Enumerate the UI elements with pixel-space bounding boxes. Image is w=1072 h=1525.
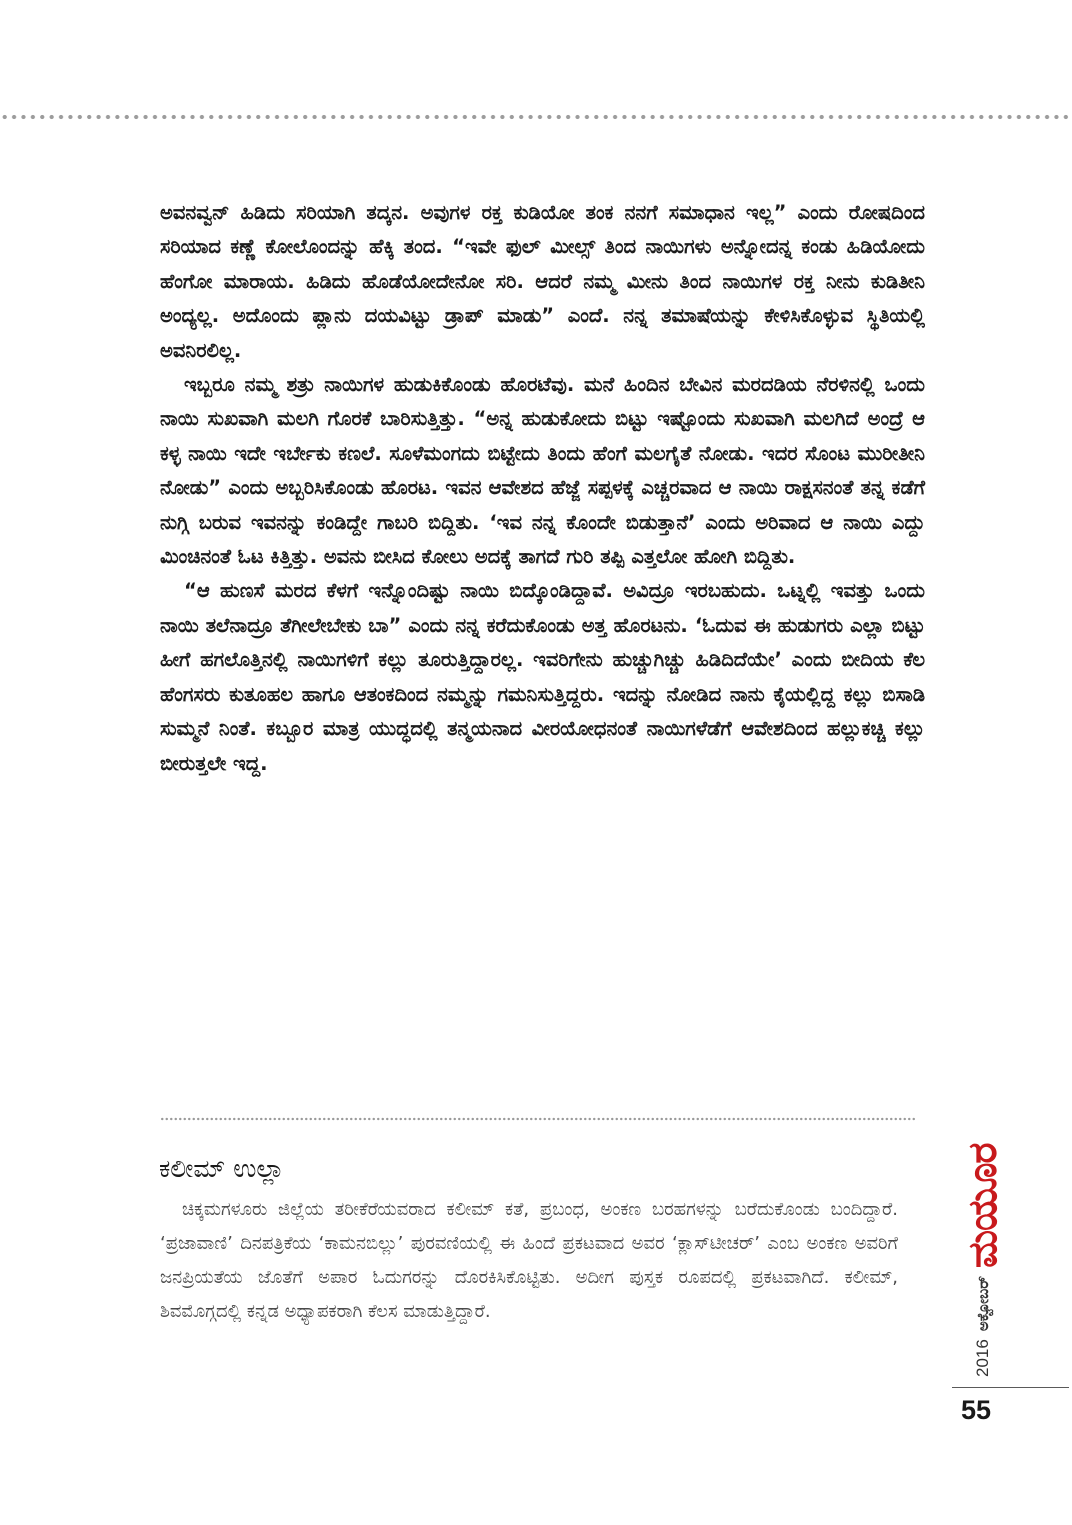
story-paragraph: ಇಬ್ಬರೂ ನಮ್ಮ ಶತ್ರು ನಾಯಿಗಳ ಹುಡುಕಿಕೊಂಡು ಹೊರಟೆವು. ಮನೆ ಹಿಂದಿನ ಬೇವಿನ ಮರದಡಿಯ ನೆರಳಿನಲ್ಲಿ ಒಂದು ನಾಯಿ ಸುಖವಾಗಿ ಮಲಗಿ ಗೊರಕೆ ಬಾರಿಸುತ್ತಿತ್ತು. “ಅನ್ನ ಹುಡುಕೋದು ಬಿಟ್ಟು ಇಷ್ಟೊಂದು ಸುಖವಾಗಿ ಮಲಗಿದೆ ಅಂದ್ರೆ ಆ ಕಳ್ಳ ನಾಯಿ ಇದೇ ಇರ್ಬೇಕು ಕಣಲೆ. ಸೂಳೆಮಂಗದು ಬಿಟ್ಟೇದು ತಿಂದು ಹೆಂಗೆ ಮಲಗೈತೆ ನೋಡು. ಇದರ ಸೊಂಟ ಮುರೀತೀನಿ ನೋಡು” ಎಂದು ಅಬ್ಬರಿಸಿಕೊಂಡು ಹೊರಟ. ಇವನ ಆವೇಶದ ಹೆಜ್ಜೆ ಸಪ್ಪಳಕ್ಕೆ ಎಚ್ಚರವಾದ ಆ ನಾಯಿ ರಾಕ್ಷಸನಂತೆ ತನ್ನ ಕಡೆಗೆ ನುಗ್ಗಿ ಬರುವ ಇವನನ್ನು ಕಂಡಿದ್ದೇ ಗಾಬರಿ ಬಿದ್ದಿತು. ‘ಇವ ನನ್ನ ಕೊಂದೇ ಬಿಡುತ್ತಾನೆ’ ಎಂದು ಅರಿವಾದ ಆ ನಾಯಿ ಎದ್ದು ಮಿಂಚಿನಂತೆ ಓಟ ಕಿತ್ತಿತ್ತು. ಅವನು ಬೀಸಿದ ಕೋಲು ಅದಕ್ಕೆ ತಾಗದೆ ಗುರಿ ತಪ್ಪಿ ಎತ್ತಲೋ ಹೋಗಿ ಬಿದ್ದಿತು. xyxy=(160,373,925,569)
bio-dotted-divider xyxy=(160,1117,917,1121)
story-body xyxy=(160,196,925,781)
page-number-rule xyxy=(952,1387,1069,1388)
issue-year: 2016 xyxy=(973,1339,992,1377)
top-dotted-rule xyxy=(0,113,1072,121)
magazine-side-label xyxy=(958,1087,1008,1377)
author-name: ಕಲೀಮ್ ಉಲ್ಲಾ xyxy=(159,1154,285,1183)
story-paragraph: ಅವನವ್ವನ್ ಹಿಡಿದು ಸರಿಯಾಗಿ ತದ್ಕನ. ಅವುಗಳ ರಕ್ತ ಕುಡಿಯೋ ತಂಕ ನನಗೆ ಸಮಾಧಾನ ಇಲ್ಲ” ಎಂದು ರೋಷದಿಂದ ಸರಿಯಾದ ಕಣ್ಣೆ ಕೋಲೊಂದನ್ನು ಹೆಕ್ಕಿ ತಂದ. “ಇವೇ ಫುಲ್ ಮೀಲ್ಸ್ ತಿಂದ ನಾಯಿಗಳು ಅನ್ನೋದನ್ನ ಕಂಡು ಹಿಡಿಯೋದು ಹೆಂಗೋ ಮಾರಾಯ. ಹಿಡಿದು ಹೊಡೆಯೋದೇನೋ ಸರಿ. ಆದರೆ ನಮ್ಮ ಮೀನು ತಿಂದ ನಾಯಿಗಳ ರಕ್ತ ನೀನು ಕುಡಿತೀನಿ ಅಂದ್ಯಲ್ಲ. ಅದೊಂದು ಪ್ಲಾನು ದಯವಿಟ್ಟು ಡ್ರಾಪ್ ಮಾಡು” ಎಂದೆ. ನನ್ನ ತಮಾಷೆಯನ್ನು ಕೇಳಿಸಿಕೊಳ್ಳುವ ಸ್ಥಿತಿಯಲ್ಲಿ ಅವನಿರಲಿಲ್ಲ. xyxy=(160,201,925,362)
story-paragraph: “ಆ ಹುಣಸೆ ಮರದ ಕೆಳಗೆ ಇನ್ನೊಂದಿಷ್ಟು ನಾಯಿ ಬಿದ್ಕೊಂಡಿದ್ದಾವೆ. ಅವಿದ್ರೂ ಇರಬಹುದು. ಒಟ್ನಲ್ಲಿ ಇವತ್ತು ಒಂದು ನಾಯಿ ತಲೆನಾದ್ರೂ ತೆಗೀಲೇಬೇಕು ಬಾ” ಎಂದು ನನ್ನ ಕರೆದುಕೊಂಡು ಅತ್ತ ಹೊರಟನು. ‘ಓದುವ ಈ ಹುಡುಗರು ಎಲ್ಲಾ ಬಿಟ್ಟು ಹೀಗೆ ಹಗಲೊತ್ತಿನಲ್ಲಿ ನಾಯಿಗಳಿಗೆ ಕಲ್ಲು ತೂರುತ್ತಿದ್ದಾರಲ್ಲ. ಇವರಿಗೇನು ಹುಚ್ಚುಗಿಚ್ಚು ಹಿಡಿದಿದೆಯೇ’ ಎಂದು ಬೀದಿಯ ಕೆಲ ಹೆಂಗಸರು ಕುತೂಹಲ ಹಾಗೂ ಆತಂಕದಿಂದ ನಮ್ಮನ್ನು ಗಮನಿಸುತ್ತಿದ್ದರು. ಇದನ್ನು ನೋಡಿದ ನಾನು ಕೈಯಲ್ಲಿದ್ದ ಕಲ್ಲು ಬಿಸಾಡಿ ಸುಮ್ಮನೆ ನಿಂತೆ. ಕಬ್ಬೂರ ಮಾತ್ರ ಯುದ್ಧದಲ್ಲಿ ತನ್ಮಯನಾದ ವೀರಯೋಧನಂತೆ ನಾಯಿಗಳೆಡೆಗೆ ಆವೇಶದಿಂದ ಹಲ್ಲುಕಚ್ಚಿ ಕಲ್ಲು ಬೀರುತ್ತಲೇ ಇದ್ದ. xyxy=(160,579,925,775)
issue-month: ಅಕ್ಟೋಬರ್ xyxy=(974,1276,992,1332)
author-bio: ಚಿಕ್ಕಮಗಳೂರು ಜಿಲ್ಲೆಯ ತರೀಕೆರೆಯವರಾದ ಕಲೀಮ್ ಕತೆ, ಪ್ರಬಂಧ, ಅಂಕಣ ಬರಹಗಳನ್ನು ಬರೆದುಕೊಂಡು ಬಂದಿದ್ದಾರೆ. ‘ಪ್ರಜಾವಾಣಿ’ ದಿನಪತ್ರಿಕೆಯ ‘ಕಾಮನಬಿಲ್ಲು’ ಪುರವಣಿಯಲ್ಲಿ ಈ ಹಿಂದೆ ಪ್ರಕಟವಾದ ಅವರ ‘ಕ್ಲಾಸ್‌ಟೀಚರ್’ ಎಂಬ ಅಂಕಣ ಅವರಿಗೆ ಜನಪ್ರಿಯತೆಯ ಜೊತೆಗೆ ಅಪಾರ ಓದುಗರನ್ನು ದೊರಕಿಸಿಕೊಟ್ಟಿತು. ಅದೀಗ ಪುಸ್ತಕ ರೂಪದಲ್ಲಿ ಪ್ರಕಟವಾಗಿದೆ. ಕಲೀಮ್, ಶಿವಮೊಗ್ಗದಲ್ಲಿ ಕನ್ನಡ ಅಧ್ಯಾಪಕರಾಗಿ ಕೆಲಸ ಮಾಡುತ್ತಿದ್ದಾರೆ. xyxy=(160,1199,898,1322)
magazine-brand: ಮಯೂರ xyxy=(960,1143,1006,1269)
page-number: 55 xyxy=(961,1395,992,1425)
